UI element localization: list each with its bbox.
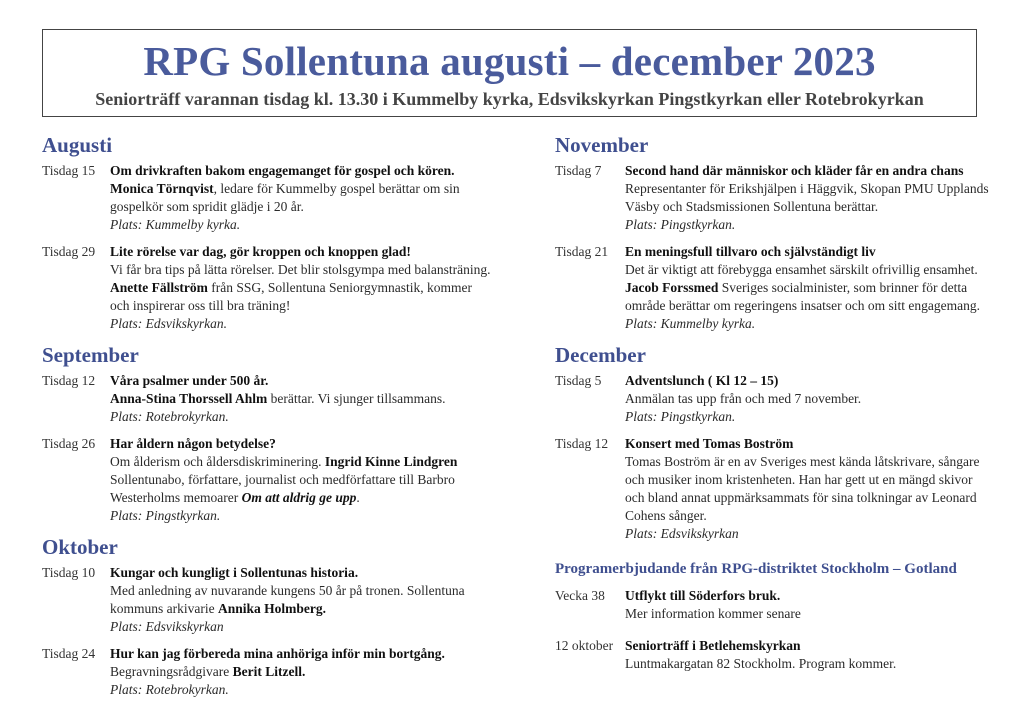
event-text: Begravningsrådgivare [110, 664, 230, 679]
region-item [555, 587, 995, 623]
event-date: Tisdag 10 [42, 565, 96, 580]
month-heading-september: September [42, 343, 139, 367]
month-heading-augusti: Augusti [42, 133, 113, 157]
region-item-title: Utflykt till Söderfors bruk. [625, 588, 781, 603]
event-text: Tomas Boström är en av Sveriges mest kända låtskrivare, sångare och musiker inom kristenheten. Han har gett ut en mängd skivor och bland annat uppmärksammats för sina tolkningar av Leonard Cohens sånger. [625, 454, 980, 523]
left-column [42, 132, 492, 708]
region-item-title: Seniorträff i Betlehemskyrkan [625, 638, 801, 653]
event-nov21 [555, 243, 995, 333]
event-nov7 [555, 162, 995, 234]
event-date: Tisdag 12 [42, 373, 96, 388]
month-heading-november: November [555, 133, 649, 157]
event-text: Om ålderism och åldersdiskriminering. [110, 454, 322, 469]
event-place: Plats: Pingstkyrkan. [625, 409, 736, 424]
event-aug15 [42, 162, 492, 234]
event-date: Tisdag 15 [42, 163, 96, 178]
event-sep26 [42, 435, 492, 525]
event-text: Anmälan tas upp från och med 7 november. [625, 391, 862, 406]
event-date: Tisdag 12 [555, 436, 609, 451]
event-date: Tisdag 7 [555, 163, 602, 178]
event-okt10 [42, 564, 492, 636]
event-title: Hur kan jag förbereda mina anhöriga inför min bortgång. [110, 646, 445, 661]
right-column [555, 132, 995, 682]
event-sep12 [42, 372, 492, 426]
event-title: Second hand där människor och kläder får en andra chans [625, 163, 964, 178]
header-box [42, 29, 977, 117]
event-aug29 [42, 243, 492, 333]
region-item [555, 637, 995, 673]
event-place: Plats: Kummelby kyrka. [110, 217, 241, 232]
region-item-date: 12 oktober [555, 638, 614, 653]
event-date: Tisdag 26 [42, 436, 96, 451]
region-item-date: Vecka 38 [555, 588, 605, 603]
event-place: Plats: Pingstkyrkan. [110, 508, 221, 523]
event-date: Tisdag 29 [42, 244, 96, 259]
event-date: Tisdag 5 [555, 373, 602, 388]
event-place: Plats: Edsvikskyrkan [110, 619, 224, 634]
event-okt24 [42, 645, 492, 699]
event-date: Tisdag 21 [555, 244, 609, 259]
region-item-text: Luntmakargatan 82 Stockholm. Program kommer. [625, 656, 897, 671]
event-book-title: Om att aldrig ge upp [241, 490, 357, 505]
event-text: från SSG, Sollentuna Seniorgymnastik, kommer och inspirerar oss till bra träning! [110, 280, 472, 313]
event-text: Sveriges socialminister, som brinner för detta område berättar om regeringens insatser och om sitt engagemang. [625, 280, 981, 313]
event-text: . [356, 490, 360, 505]
event-title: Kungar och kungligt i Sollentunas historia. [110, 565, 359, 580]
event-place: Plats: Edsvikskyrkan. [110, 316, 227, 331]
event-place: Plats: Edsvikskyrkan [625, 526, 739, 541]
event-person: Anette Fällström [110, 280, 208, 295]
region-heading: Programerbjudande från RPG-distriktet Stockholm – Gotland [555, 561, 957, 577]
event-text: , ledare för Kummelby gospel berättar om sin gospelkör som spridit glädje i 20 år. [110, 181, 460, 214]
event-person: Monica Törnqvist [110, 181, 214, 196]
event-person: Anna-Stina Thorssell Ahlm [110, 391, 268, 406]
event-title: Lite rörelse var dag, gör kroppen och knoppen glad! [110, 244, 411, 259]
event-title: Konsert med Tomas Boström [625, 436, 794, 451]
event-place: Plats: Kummelby kyrka. [625, 316, 756, 331]
event-title: En meningsfull tillvaro och självständigt liv [625, 244, 876, 259]
event-title: Om drivkraften bakom engagemanget för gospel och kören. [110, 163, 455, 178]
page-title: RPG Sollentuna augusti – december 2023 [143, 38, 876, 84]
event-text: Sollentunabo, författare, journalist och medförfattare till Barbro Westerholms memoarer [110, 472, 455, 505]
event-text: Representanter för Erikshjälpen i Häggvik, Skopan PMU Upplands Väsby och Stadsmissionen Sollentuna berättar. [625, 181, 989, 214]
month-heading-december: December [555, 343, 646, 367]
region-item-text: Mer information kommer senare [625, 606, 801, 621]
event-person: Ingrid Kinne Lindgren [324, 454, 458, 469]
event-dec5 [555, 372, 995, 426]
event-text: Det är viktigt att förebygga ensamhet särskilt ofrivillig ensamhet. [625, 262, 978, 277]
event-place: Plats: Rotebrokyrkan. [110, 682, 229, 697]
event-text: Vi får bra tips på lätta rörelser. Det blir stolsgympa med balansträning. [110, 262, 491, 277]
month-heading-oktober: Oktober [42, 535, 118, 559]
event-title: Våra psalmer under 500 år. [110, 373, 269, 388]
page-subtitle: Seniorträff varannan tisdag kl. 13.30 i Kummelby kyrka, Edsvikskyrkan Pingstkyrkan eller Rotebrokyrkan [95, 89, 924, 109]
event-dec12 [555, 435, 995, 543]
event-title: Har åldern någon betydelse? [110, 436, 276, 451]
event-person: Berit Litzell. [232, 664, 306, 679]
event-person: Jacob Forssmed [625, 280, 719, 295]
event-text: berättar. Vi sjunger tillsammans. [270, 391, 446, 406]
event-person: Annika Holmberg. [217, 601, 326, 616]
event-date: Tisdag 24 [42, 646, 96, 661]
event-text: Med anledning av nuvarande kungens 50 år på tronen. Sollentuna kommuns arkivarie [110, 583, 465, 616]
event-place: Plats: Pingstkyrkan. [625, 217, 736, 232]
event-title: Adventslunch ( Kl 12 – 15) [625, 373, 779, 388]
event-place: Plats: Rotebrokyrkan. [110, 409, 229, 424]
